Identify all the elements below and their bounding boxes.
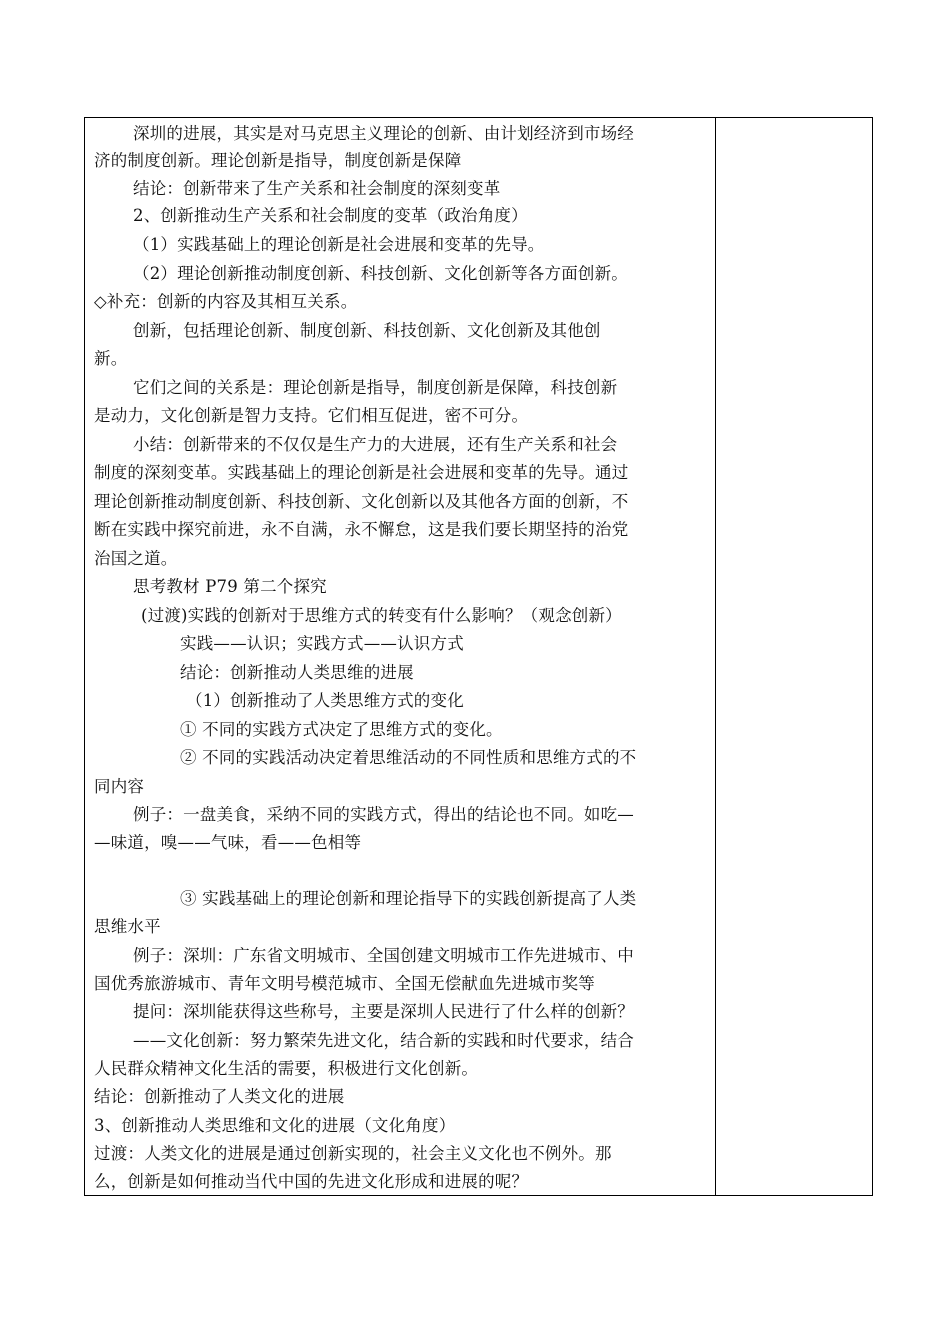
text-line: （2）理论创新推动制度创新、科技创新、文化创新等各方面创新。 [133, 264, 628, 283]
text-line: 提问：深圳能获得这些称号，主要是深圳人民进行了什么样的创新？ [133, 1002, 634, 1021]
text-line: 济的制度创新。理论创新是指导，制度创新是保障 [94, 151, 462, 170]
text-line: 理论创新推动制度创新、科技创新、文化创新以及其他各方面的创新，不 [94, 492, 629, 511]
text-line: 小结：创新带来的不仅仅是生产力的大进展，还有生产关系和社会 [133, 435, 618, 454]
text-line: 结论：创新推动了人类文化的进展 [94, 1087, 345, 1106]
text-line: （1）创新推动了人类思维方式的变化 [186, 691, 464, 710]
text-line: ② 不同的实践活动决定着思维活动的不同性质和思维方式的不 [180, 748, 637, 767]
text-line: —味道，嗅——气味，看——色相等 [94, 833, 362, 852]
text-line: 3、创新推动人类思维和文化的进展（文化角度） [94, 1116, 456, 1135]
text-line: 制度的深刻变革。实践基础上的理论创新是社会进展和变革的先导。通过 [94, 463, 629, 482]
text-line: 结论：创新带来了生产关系和社会制度的深刻变革 [133, 179, 501, 198]
text-line: 是动力，文化创新是智力支持。它们相互促进，密不可分。 [94, 406, 529, 425]
text-line: 实践——认识；实践方式——认识方式 [180, 634, 464, 653]
text-line: (过渡)实践的创新对于思维方式的转变有什么影响？（观念创新） [141, 606, 622, 625]
table-column-divider [715, 117, 716, 1196]
text-line: ① 不同的实践方式决定了思维方式的变化。 [180, 720, 503, 739]
text-line: 思考教材 P79 第二个探究 [133, 577, 327, 596]
text-line: 人民群众精神文化生活的需要，积极进行文化创新。 [94, 1059, 479, 1078]
text-line: 思维水平 [94, 917, 161, 936]
text-line: 国优秀旅游城市、青年文明号模范城市、全国无偿献血先进城市奖等 [94, 974, 595, 993]
text-line: ③ 实践基础上的理论创新和理论指导下的实践创新提高了人类 [180, 889, 637, 908]
text-line: 新。 [94, 349, 128, 368]
text-line: 断在实践中探究前进，永不自满，永不懈怠，这是我们要长期坚持的治党 [94, 520, 629, 539]
text-line: 创新，包括理论创新、制度创新、科技创新、文化创新及其他创 [133, 321, 601, 340]
text-line: 结论：创新推动人类思维的进展 [180, 663, 414, 682]
text-line: 治国之道。 [94, 549, 178, 568]
text-line: 例子：一盘美食，采纳不同的实践方式，得出的结论也不同。如吃— [133, 805, 634, 824]
text-line: 过渡：人类文化的进展是通过创新实现的，社会主义文化也不例外。那 [94, 1144, 612, 1163]
text-line: （1）实践基础上的理论创新是社会进展和变革的先导。 [133, 235, 545, 254]
text-line: 同内容 [94, 777, 145, 796]
text-line: ◇补充：创新的内容及其相互关系。 [94, 292, 358, 311]
text-line: 深圳的进展，其实是对马克思主义理论的创新、由计划经济到市场经 [133, 124, 634, 143]
text-line: 2、创新推动生产关系和社会制度的变革（政治角度） [133, 206, 528, 225]
text-line: 例子：深圳：广东省文明城市、全国创建文明城市工作先进城市、中 [133, 946, 634, 965]
text-line: 它们之间的关系是：理论创新是指导，制度创新是保障，科技创新 [133, 378, 618, 397]
text-line: 么，创新是如何推动当代中国的先进文化形成和进展的呢？ [94, 1172, 529, 1191]
text-line: ——文化创新：努力繁荣先进文化，结合新的实践和时代要求，结合 [133, 1031, 634, 1050]
